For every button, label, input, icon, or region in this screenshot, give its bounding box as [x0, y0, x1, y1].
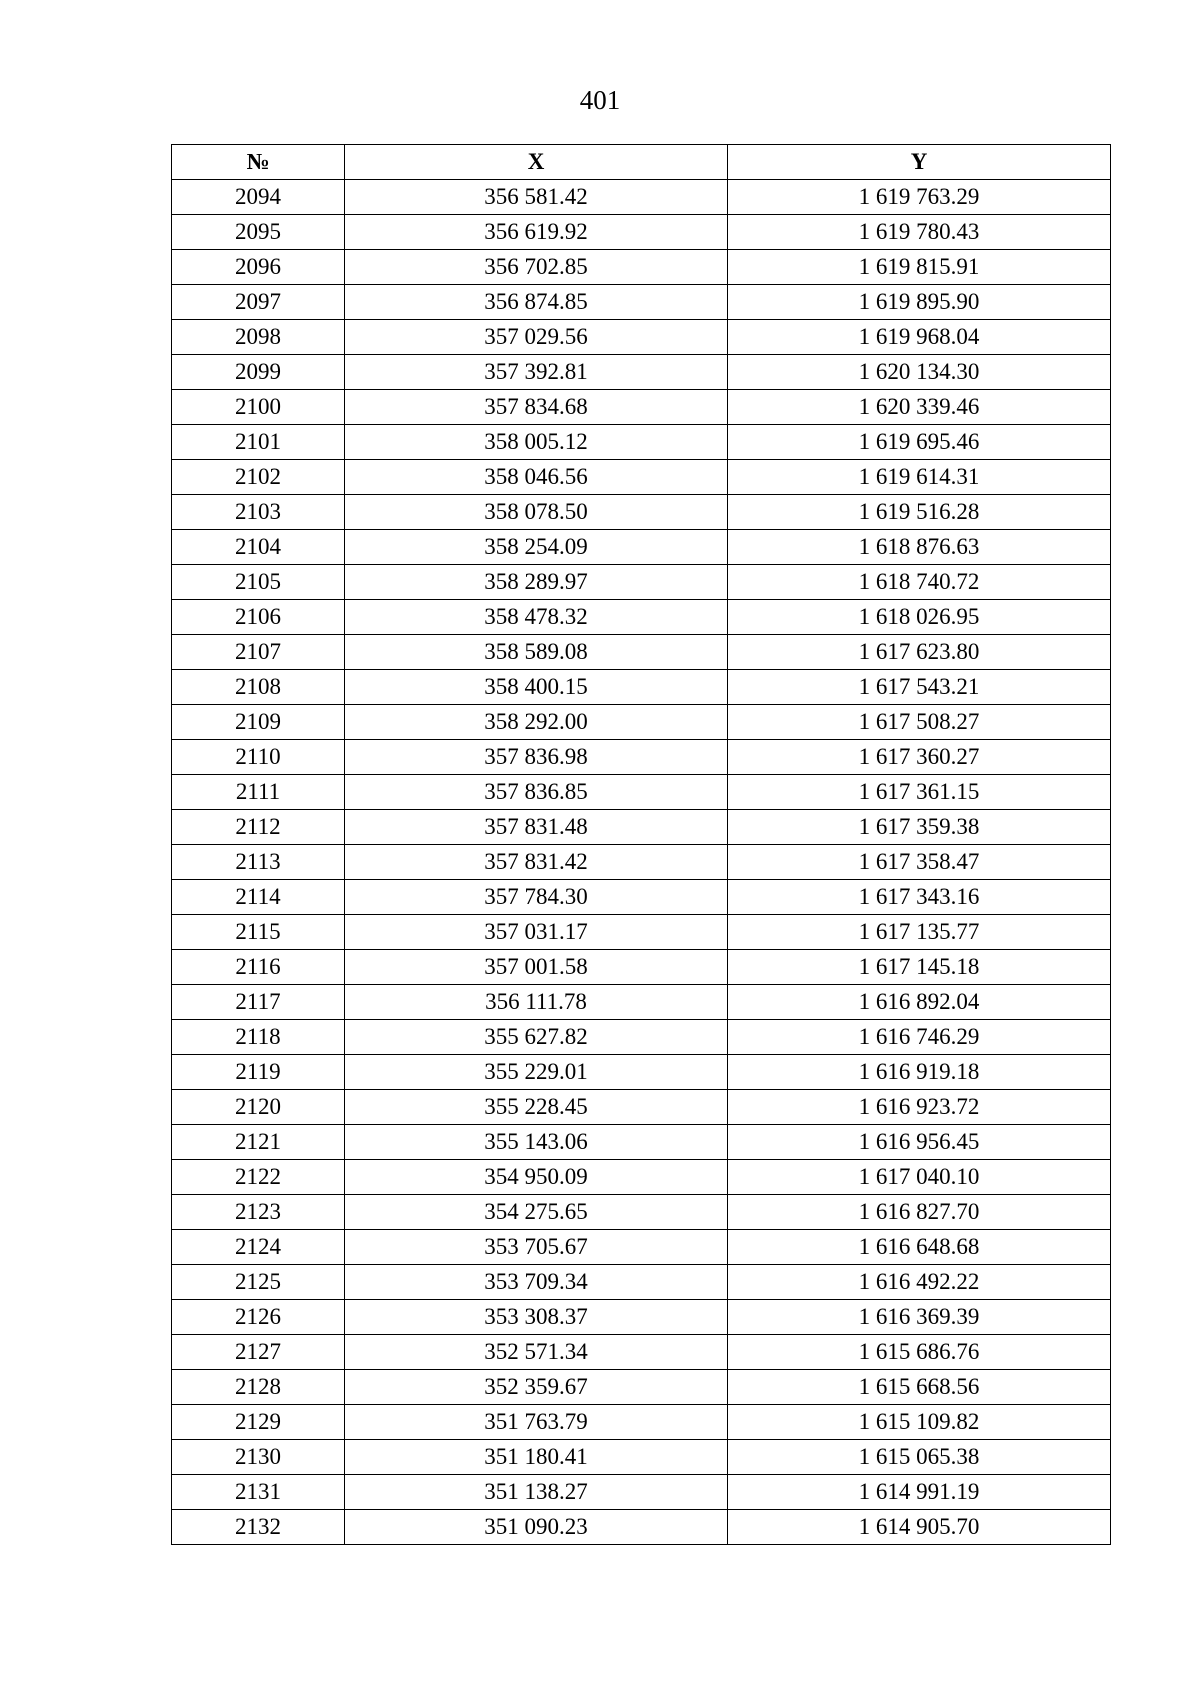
table-row [172, 985, 1111, 1020]
table-row [172, 705, 1111, 740]
table-row [172, 1020, 1111, 1055]
y-coordinate-cell: 1 618 026.95 [728, 600, 1111, 635]
x-coordinate-cell: 351 180.41 [345, 1440, 728, 1475]
table-row [172, 1230, 1111, 1265]
y-coordinate-cell: 1 616 827.70 [728, 1195, 1111, 1230]
table-row [172, 600, 1111, 635]
x-coordinate-cell: 356 111.78 [345, 985, 728, 1020]
table-body [172, 180, 1111, 1545]
point-number-cell: 2100 [172, 390, 345, 425]
table-header-row [172, 145, 1111, 180]
x-coordinate-cell: 353 705.67 [345, 1230, 728, 1265]
point-number-cell: 2102 [172, 460, 345, 495]
table-row [172, 1335, 1111, 1370]
y-coordinate-cell: 1 616 648.68 [728, 1230, 1111, 1265]
table-row [172, 740, 1111, 775]
y-coordinate-cell: 1 619 815.91 [728, 250, 1111, 285]
point-number-cell: 2116 [172, 950, 345, 985]
y-coordinate-cell: 1 615 109.82 [728, 1405, 1111, 1440]
x-coordinate-cell: 357 834.68 [345, 390, 728, 425]
y-coordinate-cell: 1 614 905.70 [728, 1510, 1111, 1545]
y-coordinate-cell: 1 619 516.28 [728, 495, 1111, 530]
x-coordinate-cell: 358 046.56 [345, 460, 728, 495]
table-row [172, 1475, 1111, 1510]
x-coordinate-cell: 354 275.65 [345, 1195, 728, 1230]
x-coordinate-cell: 355 229.01 [345, 1055, 728, 1090]
point-number-cell: 2106 [172, 600, 345, 635]
point-number-cell: 2095 [172, 215, 345, 250]
y-coordinate-cell: 1 616 892.04 [728, 985, 1111, 1020]
x-coordinate-cell: 357 001.58 [345, 950, 728, 985]
table-row [172, 320, 1111, 355]
table-row [172, 180, 1111, 215]
y-coordinate-cell: 1 617 359.38 [728, 810, 1111, 845]
y-coordinate-cell: 1 617 135.77 [728, 915, 1111, 950]
point-number-cell: 2128 [172, 1370, 345, 1405]
y-coordinate-cell: 1 616 369.39 [728, 1300, 1111, 1335]
x-coordinate-cell: 358 400.15 [345, 670, 728, 705]
y-coordinate-cell: 1 619 763.29 [728, 180, 1111, 215]
point-number-cell: 2112 [172, 810, 345, 845]
y-coordinate-cell: 1 616 746.29 [728, 1020, 1111, 1055]
x-coordinate-cell: 355 143.06 [345, 1125, 728, 1160]
point-number-cell: 2114 [172, 880, 345, 915]
point-number-cell: 2121 [172, 1125, 345, 1160]
table-row [172, 950, 1111, 985]
point-number-cell: 2097 [172, 285, 345, 320]
x-coordinate-cell: 358 589.08 [345, 635, 728, 670]
y-coordinate-cell: 1 617 543.21 [728, 670, 1111, 705]
table-row [172, 390, 1111, 425]
point-number-cell: 2127 [172, 1335, 345, 1370]
table-row [172, 215, 1111, 250]
table-row [172, 355, 1111, 390]
table-row [172, 1405, 1111, 1440]
table-row [172, 1440, 1111, 1475]
point-number-cell: 2113 [172, 845, 345, 880]
x-coordinate-cell: 357 831.42 [345, 845, 728, 880]
table-row [172, 530, 1111, 565]
y-coordinate-cell: 1 617 358.47 [728, 845, 1111, 880]
table-row [172, 565, 1111, 600]
y-coordinate-cell: 1 619 968.04 [728, 320, 1111, 355]
y-coordinate-cell: 1 617 508.27 [728, 705, 1111, 740]
x-coordinate-cell: 358 005.12 [345, 425, 728, 460]
point-number-cell: 2099 [172, 355, 345, 390]
y-coordinate-cell: 1 617 343.16 [728, 880, 1111, 915]
y-coordinate-cell: 1 614 991.19 [728, 1475, 1111, 1510]
x-coordinate-cell: 358 289.97 [345, 565, 728, 600]
table-row [172, 285, 1111, 320]
point-number-cell: 2096 [172, 250, 345, 285]
x-coordinate-cell: 357 029.56 [345, 320, 728, 355]
x-coordinate-cell: 354 950.09 [345, 1160, 728, 1195]
table-row [172, 495, 1111, 530]
table-row [172, 1510, 1111, 1545]
y-coordinate-cell: 1 616 956.45 [728, 1125, 1111, 1160]
point-number-cell: 2107 [172, 635, 345, 670]
table-row [172, 1265, 1111, 1300]
x-coordinate-cell: 356 619.92 [345, 215, 728, 250]
table-row [172, 1370, 1111, 1405]
table-row [172, 1125, 1111, 1160]
x-coordinate-cell: 357 031.17 [345, 915, 728, 950]
table-row [172, 845, 1111, 880]
point-number-cell: 2111 [172, 775, 345, 810]
point-number-cell: 2123 [172, 1195, 345, 1230]
table-row [172, 670, 1111, 705]
point-number-cell: 2119 [172, 1055, 345, 1090]
x-coordinate-cell: 352 359.67 [345, 1370, 728, 1405]
y-coordinate-cell: 1 618 876.63 [728, 530, 1111, 565]
point-number-cell: 2117 [172, 985, 345, 1020]
point-number-cell: 2118 [172, 1020, 345, 1055]
header-y: Y [728, 145, 1111, 180]
table-row [172, 460, 1111, 495]
table-row [172, 810, 1111, 845]
x-coordinate-cell: 353 709.34 [345, 1265, 728, 1300]
header-x: X [345, 145, 728, 180]
y-coordinate-cell: 1 617 040.10 [728, 1160, 1111, 1195]
point-number-cell: 2125 [172, 1265, 345, 1300]
y-coordinate-cell: 1 620 134.30 [728, 355, 1111, 390]
y-coordinate-cell: 1 619 895.90 [728, 285, 1111, 320]
x-coordinate-cell: 352 571.34 [345, 1335, 728, 1370]
table-row [172, 1160, 1111, 1195]
x-coordinate-cell: 358 078.50 [345, 495, 728, 530]
y-coordinate-cell: 1 619 780.43 [728, 215, 1111, 250]
point-number-cell: 2129 [172, 1405, 345, 1440]
x-coordinate-cell: 351 138.27 [345, 1475, 728, 1510]
x-coordinate-cell: 358 292.00 [345, 705, 728, 740]
point-number-cell: 2122 [172, 1160, 345, 1195]
point-number-cell: 2104 [172, 530, 345, 565]
y-coordinate-cell: 1 617 360.27 [728, 740, 1111, 775]
y-coordinate-cell: 1 618 740.72 [728, 565, 1111, 600]
table-row [172, 1300, 1111, 1335]
page-number: 401 [579, 85, 621, 115]
x-coordinate-cell: 355 627.82 [345, 1020, 728, 1055]
point-number-cell: 2094 [172, 180, 345, 215]
table-row [172, 775, 1111, 810]
point-number-cell: 2105 [172, 565, 345, 600]
table-row [172, 1090, 1111, 1125]
point-number-cell: 2132 [172, 1510, 345, 1545]
x-coordinate-cell: 356 702.85 [345, 250, 728, 285]
y-coordinate-cell: 1 620 339.46 [728, 390, 1111, 425]
point-number-cell: 2131 [172, 1475, 345, 1510]
point-number-cell: 2098 [172, 320, 345, 355]
table-row [172, 1055, 1111, 1090]
x-coordinate-cell: 358 478.32 [345, 600, 728, 635]
y-coordinate-cell: 1 615 686.76 [728, 1335, 1111, 1370]
y-coordinate-cell: 1 616 923.72 [728, 1090, 1111, 1125]
y-coordinate-cell: 1 615 668.56 [728, 1370, 1111, 1405]
y-coordinate-cell: 1 617 145.18 [728, 950, 1111, 985]
x-coordinate-cell: 357 784.30 [345, 880, 728, 915]
point-number-cell: 2110 [172, 740, 345, 775]
point-number-cell: 2109 [172, 705, 345, 740]
x-coordinate-cell: 358 254.09 [345, 530, 728, 565]
x-coordinate-cell: 356 874.85 [345, 285, 728, 320]
x-coordinate-cell: 357 836.98 [345, 740, 728, 775]
x-coordinate-cell: 355 228.45 [345, 1090, 728, 1125]
y-coordinate-cell: 1 615 065.38 [728, 1440, 1111, 1475]
y-coordinate-cell: 1 616 492.22 [728, 1265, 1111, 1300]
x-coordinate-cell: 357 836.85 [345, 775, 728, 810]
point-number-cell: 2115 [172, 915, 345, 950]
x-coordinate-cell: 351 090.23 [345, 1510, 728, 1545]
point-number-cell: 2103 [172, 495, 345, 530]
point-number-cell: 2108 [172, 670, 345, 705]
y-coordinate-cell: 1 619 614.31 [728, 460, 1111, 495]
point-number-cell: 2124 [172, 1230, 345, 1265]
x-coordinate-cell: 356 581.42 [345, 180, 728, 215]
y-coordinate-cell: 1 617 361.15 [728, 775, 1111, 810]
coordinates-table [171, 144, 1111, 1545]
table-row [172, 880, 1111, 915]
y-coordinate-cell: 1 617 623.80 [728, 635, 1111, 670]
y-coordinate-cell: 1 616 919.18 [728, 1055, 1111, 1090]
header-number: № [172, 145, 345, 180]
table-row [172, 250, 1111, 285]
x-coordinate-cell: 357 392.81 [345, 355, 728, 390]
y-coordinate-cell: 1 619 695.46 [728, 425, 1111, 460]
table-row [172, 1195, 1111, 1230]
point-number-cell: 2120 [172, 1090, 345, 1125]
table-row [172, 635, 1111, 670]
x-coordinate-cell: 357 831.48 [345, 810, 728, 845]
point-number-cell: 2126 [172, 1300, 345, 1335]
x-coordinate-cell: 353 308.37 [345, 1300, 728, 1335]
table-row [172, 915, 1111, 950]
point-number-cell: 2101 [172, 425, 345, 460]
table-row [172, 425, 1111, 460]
x-coordinate-cell: 351 763.79 [345, 1405, 728, 1440]
point-number-cell: 2130 [172, 1440, 345, 1475]
